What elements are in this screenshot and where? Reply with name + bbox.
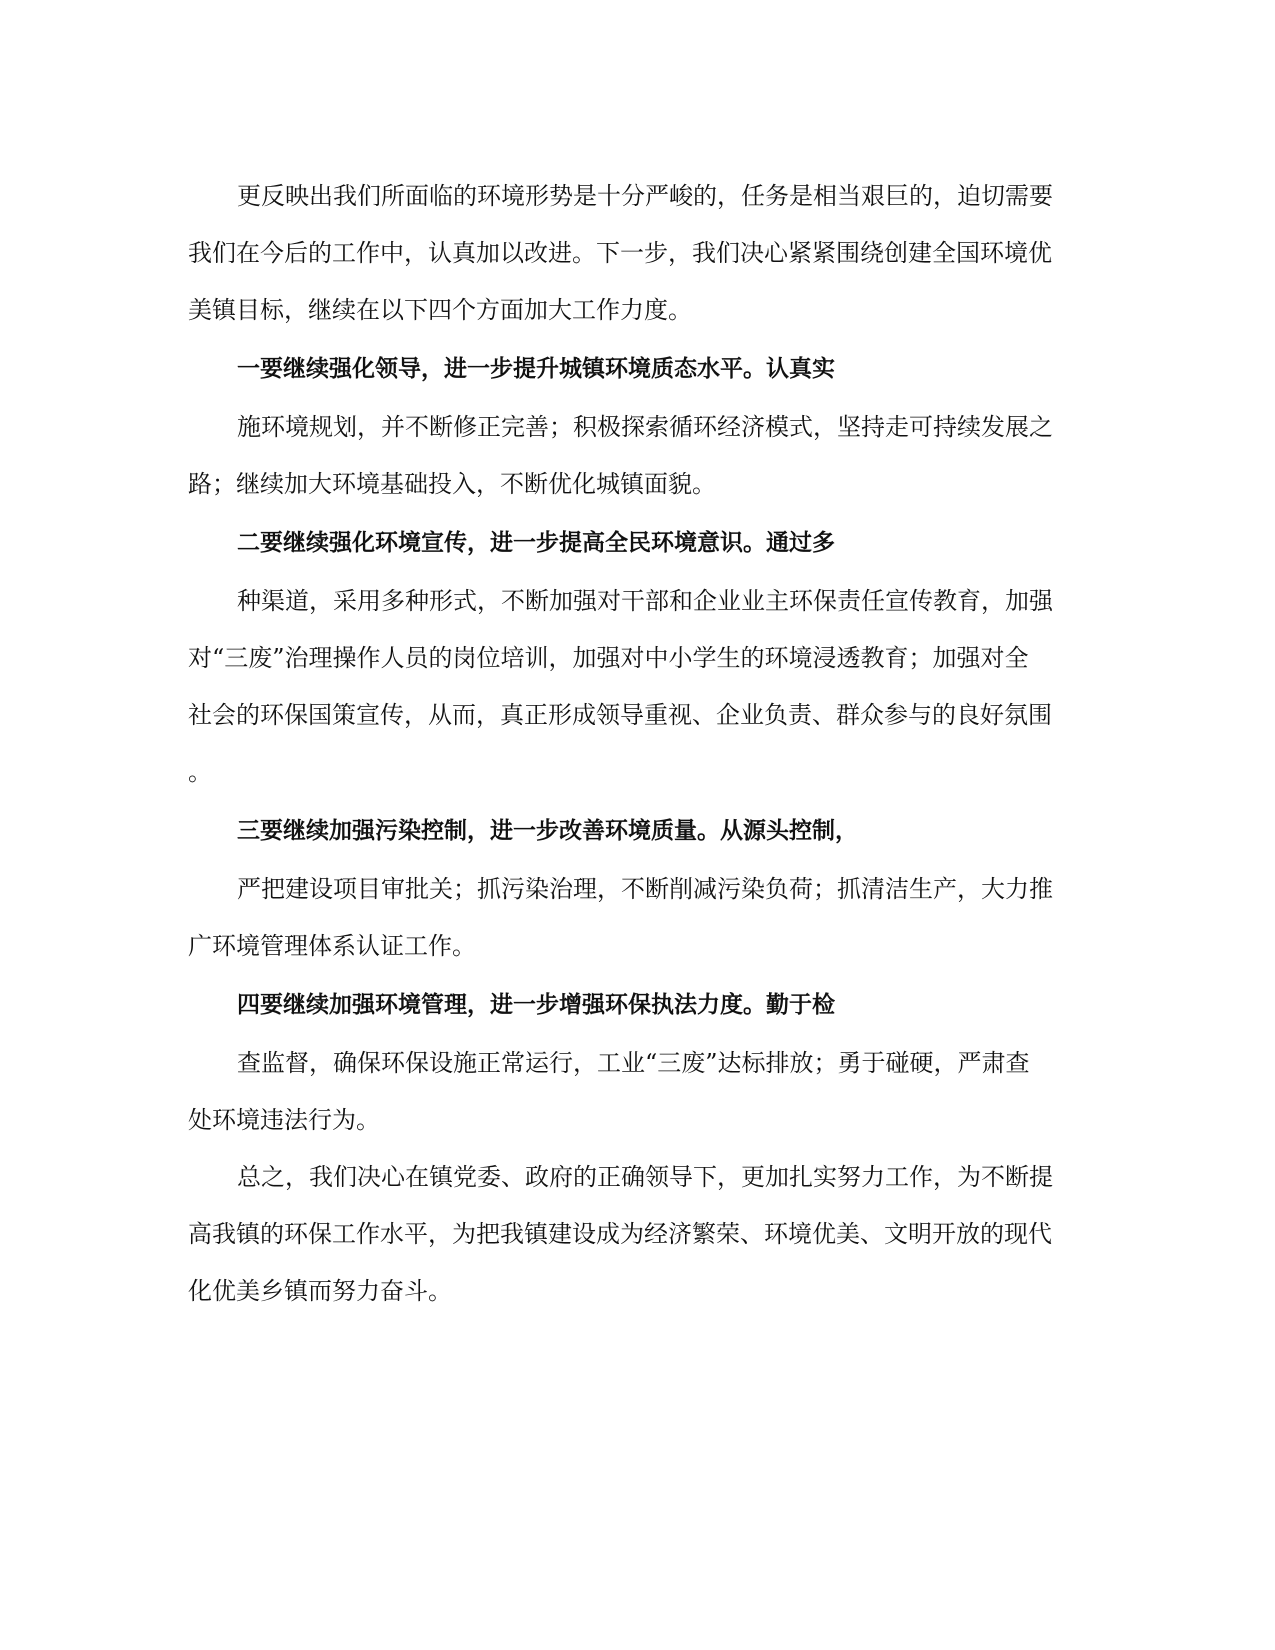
section-1 <box>188 339 1088 513</box>
section-3-line-1: 严把建设项目审批关；抓污染治理，不断削减污染负荷；抓清洁生产，大力推 <box>237 875 1053 903</box>
intro-paragraph <box>188 168 1088 339</box>
section-4-line-2: 处环境违法行为。 <box>188 1106 380 1134</box>
section-4-line-1: 查监督，确保环保设施正常运行，工业“三废”达标排放；勇于碰硬，严肃查 <box>237 1049 1030 1077</box>
intro-line-2: 我们在今后的工作中，认真加以改进。下一步，我们决心紧紧围绕创建全国环境优 <box>188 239 1052 267</box>
intro-line-3: 美镇目标，继续在以下四个方面加大工作力度。 <box>188 296 692 324</box>
conclusion-line-1: 总之，我们决心在镇党委、政府的正确领导下，更加扎实努力工作，为不断提 <box>237 1163 1053 1191</box>
intro-line-1: 更反映出我们所面临的环境形势是十分严峻的，任务是相当艰巨的，迫切需要 <box>237 182 1053 210</box>
section-4-heading: 四要继续加强环境管理，进一步增强环保执法力度。勤于检 <box>237 992 835 1018</box>
section-1-line-2: 路；继续加大环境基础投入，不断优化城镇面貌。 <box>188 470 716 498</box>
section-2 <box>188 513 1088 801</box>
section-3 <box>188 801 1088 975</box>
section-2-heading: 二要继续强化环境宣传，进一步提高全民环境意识。通过多 <box>237 530 835 556</box>
section-3-line-2: 广环境管理体系认证工作。 <box>188 932 476 960</box>
section-4 <box>188 975 1088 1149</box>
section-2-line-3: 社会的环保国策宣传，从而，真正形成领导重视、企业负责、群众参与的良好氛围 <box>188 701 1052 729</box>
section-1-line-1: 施环境规划，并不断修正完善；积极探索循环经济模式，坚持走可持续发展之 <box>237 413 1053 441</box>
document-body <box>188 168 1088 1320</box>
section-2-line-4: 。 <box>188 758 212 786</box>
section-3-heading: 三要继续加强污染控制，进一步改善环境质量。从源头控制， <box>237 818 858 844</box>
section-2-line-1: 种渠道，采用多种形式，不断加强对干部和企业业主环保责任宣传教育，加强 <box>237 587 1053 615</box>
section-2-line-2: 对“三废”治理操作人员的岗位培训，加强对中小学生的环境浸透教育；加强对全 <box>188 644 1029 672</box>
conclusion-line-2: 高我镇的环保工作水平，为把我镇建设成为经济繁荣、环境优美、文明开放的现代 <box>188 1220 1052 1248</box>
section-1-heading: 一要继续强化领导，进一步提升城镇环境质态水平。认真实 <box>237 356 835 382</box>
conclusion-paragraph <box>188 1149 1088 1320</box>
conclusion-line-3: 化优美乡镇而努力奋斗。 <box>188 1277 452 1305</box>
